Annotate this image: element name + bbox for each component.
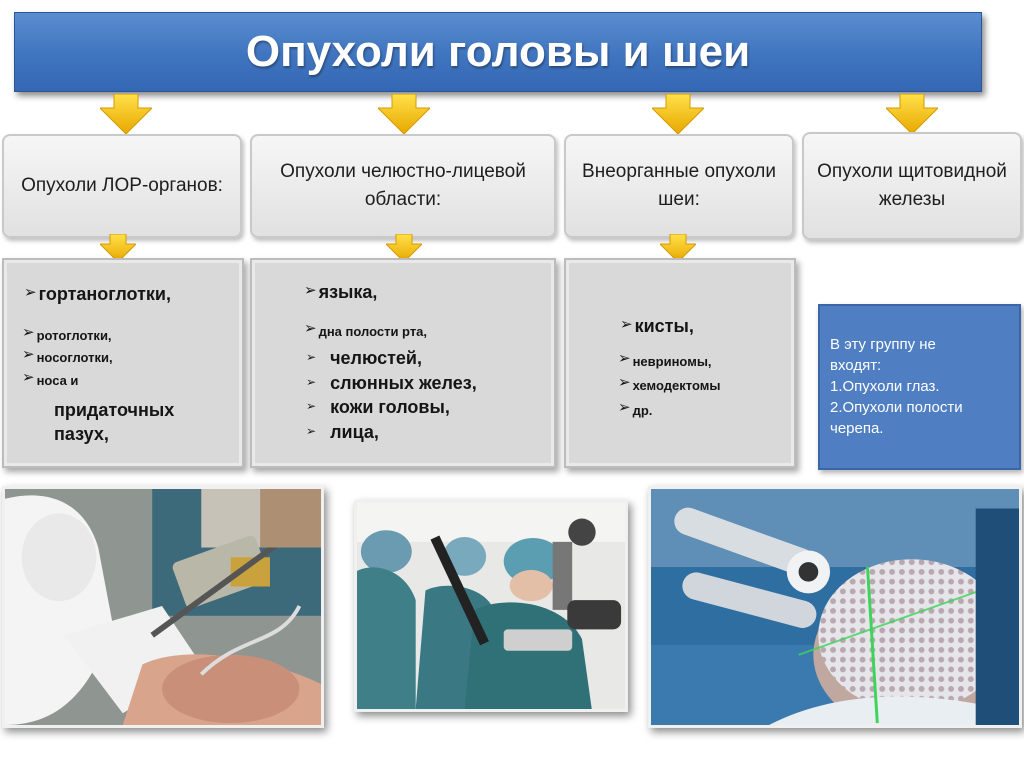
list-lor (2, 258, 244, 468)
list-item: придаточных (54, 400, 175, 420)
exclusion-note (818, 304, 1021, 470)
list-neck (564, 258, 796, 468)
list-item: ➢ носа и (22, 369, 79, 388)
category-label: Опухоли ЛОР-органов: (21, 175, 223, 196)
title-bar (14, 12, 982, 92)
down-arrow-icon (378, 94, 430, 134)
arrow-bullet-icon: ➢ (22, 346, 35, 363)
photo-laryngoscopy (2, 486, 324, 728)
arrow-bullet-icon: ➢ (306, 375, 317, 389)
down-arrow-icon (886, 94, 938, 134)
list-item: ➢ гортаноглотки, (24, 284, 171, 304)
down-arrow-icon (100, 94, 152, 134)
list-item: ➢ лица, (306, 422, 379, 442)
list-item: ➢ челюстей, (306, 348, 422, 368)
list-maxillofacial (250, 258, 556, 468)
note-line: входят: (830, 357, 882, 374)
list-item: ➢ языка, (304, 282, 378, 302)
list-item: ➢ кисты, (620, 316, 694, 336)
arrow-bullet-icon: ➢ (22, 324, 35, 341)
list-item: ➢ дна полости рта, (304, 320, 428, 339)
photo-surgery (354, 500, 628, 712)
list-item: ➢ носоглотки, (22, 346, 113, 365)
category-label: Внеорганные опухоли шеи: (582, 161, 776, 210)
down-arrow-icon (652, 94, 704, 134)
note-line: 2.Опухоли полости (830, 399, 963, 416)
list-item: ➢ невриномы, (618, 350, 712, 369)
arrow-bullet-icon: ➢ (22, 369, 35, 386)
arrow-bullet-icon: ➢ (306, 350, 317, 364)
photo-radiotherapy (648, 486, 1022, 728)
arrow-bullet-icon: ➢ (304, 282, 317, 299)
arrow-bullet-icon: ➢ (618, 350, 631, 367)
category-neck (564, 134, 794, 238)
list-item: ➢ др. (618, 399, 653, 418)
arrow-bullet-icon: ➢ (304, 320, 317, 337)
list-item: ➢ кожи головы, (306, 397, 450, 417)
category-thyroid (802, 132, 1022, 240)
arrow-bullet-icon: ➢ (618, 374, 631, 391)
note-line: черепа. (830, 420, 884, 437)
category-lor (2, 134, 242, 238)
note-line: 1.Опухоли глаз. (830, 378, 940, 395)
arrow-bullet-icon: ➢ (306, 424, 317, 438)
arrow-bullet-icon: ➢ (620, 316, 633, 333)
arrow-bullet-icon: ➢ (24, 284, 37, 301)
arrow-bullet-icon: ➢ (306, 399, 317, 413)
list-item: пазух, (54, 424, 109, 444)
note-line: В эту группу не (830, 336, 936, 353)
list-item: ➢ хемодектомы (618, 374, 721, 393)
arrow-bullet-icon: ➢ (618, 399, 631, 416)
category-label: Опухоли щитовидной железы (817, 161, 1007, 210)
slide-title: Опухоли головы и шеи (245, 27, 751, 76)
list-item: ➢ ротоглотки, (22, 324, 112, 343)
category-label: Опухоли челюстно-лицевой области: (280, 161, 526, 210)
category-maxillofacial (250, 134, 556, 238)
list-item: ➢ слюнных желез, (306, 373, 477, 393)
